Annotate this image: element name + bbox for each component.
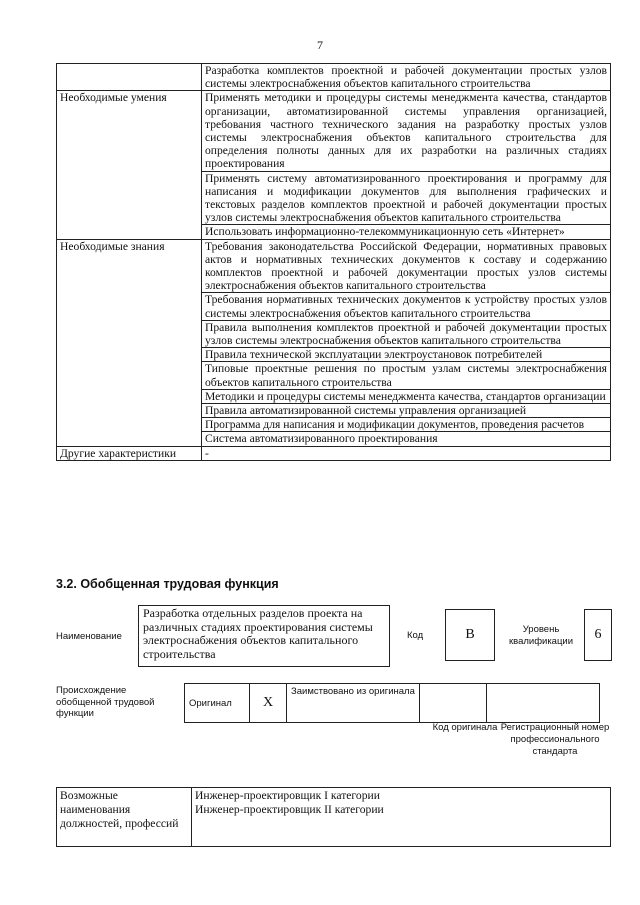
table-row [57, 239, 611, 293]
table-row [57, 788, 611, 847]
knowledge-item: Правила технической эксплуатации электроустановок потребителей [202, 348, 611, 362]
positions-table [56, 787, 611, 847]
knowledge-item: Требования законодательства Российской Федерации, нормативных правовых актов и нормативных технических документов к составу и содержанию комплектов проектной и рабочей документации простых узлов системы электроснабжения объектов капитального строительства [202, 239, 611, 293]
top-row-text: Разработка комплектов проектной и рабочей документации простых узлов системы электроснабжения объектов капитального строительства [202, 64, 611, 91]
other-label: Другие характеристики [57, 446, 202, 460]
table-row [57, 91, 611, 171]
page-number: 7 [317, 38, 323, 52]
original-mark: X [250, 684, 287, 723]
reg-number-caption: Регистрационный номер профессионального стандарта [500, 722, 610, 757]
empty-label-cell [57, 64, 202, 91]
other-value: - [202, 446, 611, 460]
skill-item: Применять методики и процедуры системы менеджмента качества, стандартов организации, автоматизированной системы управления организацией, требования частного технического задания на разработку простых узлов системы электроснабжения объектов капитального строительства для определения полноты данных для их разработки на различных стадиях проектирования [202, 91, 611, 171]
name-value: Разработка отдельных разделов проекта на различных стадиях проектирования системы электроснабжения объектов капитального строительства [138, 605, 390, 667]
borrowed-label: Заимствовано из оригинала [287, 684, 420, 723]
orig-code-caption: Код оригинала [432, 722, 498, 733]
table-row [57, 64, 611, 91]
position-item: Инженер-проектировщик I категории [195, 789, 380, 802]
knowledge-item: Программа для написания и модификации документов, проведения расчетов [202, 418, 611, 432]
knowledge-item: Правила автоматизированной системы управления организацией [202, 404, 611, 418]
section-title: 3.2. Обобщенная трудовая функция [56, 577, 279, 591]
table-row [57, 446, 611, 460]
origin-label: Происхождение обобщенной трудовой функции [56, 685, 155, 719]
positions-values [192, 788, 611, 847]
name-label: Наименование [56, 631, 122, 642]
knowledge-item: Методики и процедуры системы менеджмента качества, стандартов организации [202, 389, 611, 403]
table-row [185, 684, 600, 723]
orig-code-cell [420, 684, 487, 723]
knowledge-item: Правила выполнения комплектов проектной и рабочей документации простых узлов системы электроснабжения объектов капитального строительства [202, 320, 611, 347]
knowledge-item: Требования нормативных технических документов к устройству простых узлов системы электроснабжения объектов капитального строительства [202, 293, 611, 320]
level-label: Уровень квалификации [508, 624, 574, 647]
skill-item: Использовать информационно-телекоммуникационную сеть «Интернет» [202, 225, 611, 239]
skill-item: Применять систему автоматизированного проектирования и программу для написания и модификации документов для выполнения графических и текстовых разделов комплектов проектной и рабочей документации простых узлов системы электроснабжения объектов капитального строительства [202, 171, 611, 225]
requirements-table [56, 63, 611, 461]
positions-label: Возможные наименования должностей, профессий [57, 788, 192, 847]
origin-table [184, 683, 600, 723]
code-label: Код [407, 630, 424, 641]
original-label: Оригинал [185, 684, 250, 723]
skills-label: Необходимые умения [57, 91, 202, 239]
level-value: 6 [584, 609, 612, 661]
knowledge-item: Типовые проектные решения по простым узлам системы электроснабжения объектов капитального строительства [202, 362, 611, 389]
code-value: B [445, 609, 495, 661]
knowledge-label: Необходимые знания [57, 239, 202, 446]
reg-number-cell [487, 684, 600, 723]
knowledge-item: Система автоматизированного проектирования [202, 432, 611, 446]
position-item: Инженер-проектировщик II категории [195, 802, 384, 816]
